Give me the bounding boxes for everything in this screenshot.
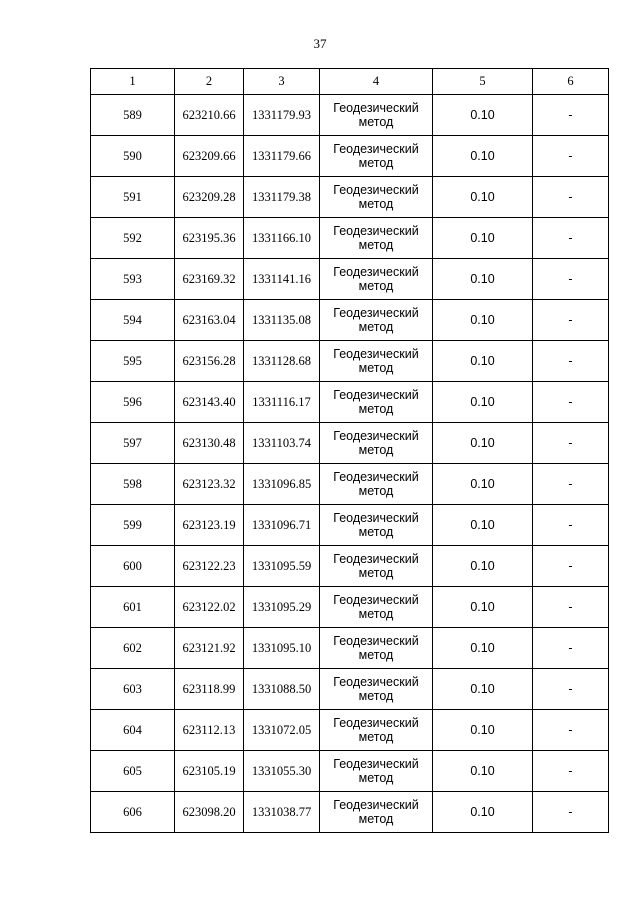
note-cell: - xyxy=(533,218,609,259)
column-header-3: 3 xyxy=(244,69,320,95)
note-cell: - xyxy=(533,628,609,669)
method-line-1: Геодезический xyxy=(333,347,419,361)
method-line-1: Геодезический xyxy=(333,593,419,607)
point-number-cell: 596 xyxy=(91,382,175,423)
table-row xyxy=(91,177,609,218)
method-line-2: метод xyxy=(358,771,394,785)
y-coordinate-cell: 1331116.17 xyxy=(244,382,320,423)
method-cell xyxy=(320,259,433,300)
accuracy-cell: 0.10 xyxy=(433,587,533,628)
table-row xyxy=(91,669,609,710)
x-coordinate-cell: 623105.19 xyxy=(175,751,244,792)
x-coordinate-cell: 623169.32 xyxy=(175,259,244,300)
method-line-1: Геодезический xyxy=(333,757,419,771)
accuracy-cell: 0.10 xyxy=(433,710,533,751)
method-cell xyxy=(320,628,433,669)
method-line-2: метод xyxy=(358,648,394,662)
method-line-2: метод xyxy=(358,607,394,621)
y-coordinate-cell: 1331141.16 xyxy=(244,259,320,300)
accuracy-cell: 0.10 xyxy=(433,464,533,505)
method-cell xyxy=(320,423,433,464)
table-row xyxy=(91,505,609,546)
accuracy-cell: 0.10 xyxy=(433,505,533,546)
y-coordinate-cell: 1331179.38 xyxy=(244,177,320,218)
method-cell xyxy=(320,669,433,710)
method-line-1: Геодезический xyxy=(333,101,419,115)
note-cell: - xyxy=(533,177,609,218)
table-row xyxy=(91,546,609,587)
table-row xyxy=(91,587,609,628)
y-coordinate-cell: 1331038.77 xyxy=(244,792,320,833)
table-row xyxy=(91,751,609,792)
table-row xyxy=(91,259,609,300)
y-coordinate-cell: 1331095.29 xyxy=(244,587,320,628)
method-line-1: Геодезический xyxy=(333,306,419,320)
accuracy-cell: 0.10 xyxy=(433,177,533,218)
y-coordinate-cell: 1331095.10 xyxy=(244,628,320,669)
y-coordinate-cell: 1331088.50 xyxy=(244,669,320,710)
point-number-cell: 594 xyxy=(91,300,175,341)
method-cell xyxy=(320,751,433,792)
method-line-1: Геодезический xyxy=(333,675,419,689)
method-cell xyxy=(320,177,433,218)
table-row xyxy=(91,218,609,259)
method-line-1: Геодезический xyxy=(333,798,419,812)
x-coordinate-cell: 623195.36 xyxy=(175,218,244,259)
x-coordinate-cell: 623130.48 xyxy=(175,423,244,464)
method-line-2: метод xyxy=(358,402,394,416)
x-coordinate-cell: 623156.28 xyxy=(175,341,244,382)
note-cell: - xyxy=(533,710,609,751)
method-line-2: метод xyxy=(358,238,394,252)
note-cell: - xyxy=(533,382,609,423)
method-line-2: метод xyxy=(358,361,394,375)
accuracy-cell: 0.10 xyxy=(433,300,533,341)
method-cell xyxy=(320,136,433,177)
note-cell: - xyxy=(533,669,609,710)
method-cell xyxy=(320,95,433,136)
method-cell xyxy=(320,505,433,546)
note-cell: - xyxy=(533,341,609,382)
accuracy-cell: 0.10 xyxy=(433,136,533,177)
note-cell: - xyxy=(533,95,609,136)
point-number-cell: 591 xyxy=(91,177,175,218)
method-line-1: Геодезический xyxy=(333,470,419,484)
column-header-6: 6 xyxy=(533,69,609,95)
x-coordinate-cell: 623121.92 xyxy=(175,628,244,669)
table-row xyxy=(91,95,609,136)
point-number-cell: 604 xyxy=(91,710,175,751)
x-coordinate-cell: 623118.99 xyxy=(175,669,244,710)
x-coordinate-cell: 623122.23 xyxy=(175,546,244,587)
method-line-1: Геодезический xyxy=(333,511,419,525)
accuracy-cell: 0.10 xyxy=(433,751,533,792)
y-coordinate-cell: 1331179.66 xyxy=(244,136,320,177)
accuracy-cell: 0.10 xyxy=(433,95,533,136)
point-number-cell: 598 xyxy=(91,464,175,505)
note-cell: - xyxy=(533,505,609,546)
method-line-1: Геодезический xyxy=(333,429,419,443)
x-coordinate-cell: 623122.02 xyxy=(175,587,244,628)
method-line-1: Геодезический xyxy=(333,634,419,648)
accuracy-cell: 0.10 xyxy=(433,259,533,300)
coordinates-table xyxy=(90,68,609,833)
accuracy-cell: 0.10 xyxy=(433,218,533,259)
method-cell xyxy=(320,341,433,382)
method-line-2: метод xyxy=(358,443,394,457)
point-number-cell: 601 xyxy=(91,587,175,628)
accuracy-cell: 0.10 xyxy=(433,423,533,464)
accuracy-cell: 0.10 xyxy=(433,792,533,833)
method-line-2: метод xyxy=(358,197,394,211)
table-row xyxy=(91,710,609,751)
note-cell: - xyxy=(533,259,609,300)
table-row xyxy=(91,341,609,382)
point-number-cell: 606 xyxy=(91,792,175,833)
x-coordinate-cell: 623123.32 xyxy=(175,464,244,505)
note-cell: - xyxy=(533,792,609,833)
point-number-cell: 605 xyxy=(91,751,175,792)
note-cell: - xyxy=(533,546,609,587)
method-line-2: метод xyxy=(358,689,394,703)
point-number-cell: 600 xyxy=(91,546,175,587)
y-coordinate-cell: 1331055.30 xyxy=(244,751,320,792)
x-coordinate-cell: 623210.66 xyxy=(175,95,244,136)
x-coordinate-cell: 623163.04 xyxy=(175,300,244,341)
method-line-1: Геодезический xyxy=(333,552,419,566)
method-cell xyxy=(320,587,433,628)
point-number-cell: 590 xyxy=(91,136,175,177)
x-coordinate-cell: 623112.13 xyxy=(175,710,244,751)
note-cell: - xyxy=(533,587,609,628)
accuracy-cell: 0.10 xyxy=(433,669,533,710)
point-number-cell: 597 xyxy=(91,423,175,464)
method-line-2: метод xyxy=(358,484,394,498)
point-number-cell: 592 xyxy=(91,218,175,259)
method-line-2: метод xyxy=(358,730,394,744)
method-line-2: метод xyxy=(358,115,394,129)
method-cell xyxy=(320,300,433,341)
page-number: 37 xyxy=(313,36,327,51)
y-coordinate-cell: 1331095.59 xyxy=(244,546,320,587)
method-line-2: метод xyxy=(358,279,394,293)
method-cell xyxy=(320,382,433,423)
table-row xyxy=(91,464,609,505)
column-header-2: 2 xyxy=(175,69,244,95)
method-cell xyxy=(320,546,433,587)
x-coordinate-cell: 623098.20 xyxy=(175,792,244,833)
method-cell xyxy=(320,792,433,833)
method-cell xyxy=(320,710,433,751)
y-coordinate-cell: 1331096.85 xyxy=(244,464,320,505)
method-line-2: метод xyxy=(358,566,394,580)
y-coordinate-cell: 1331096.71 xyxy=(244,505,320,546)
note-cell: - xyxy=(533,136,609,177)
point-number-cell: 599 xyxy=(91,505,175,546)
y-coordinate-cell: 1331166.10 xyxy=(244,218,320,259)
note-cell: - xyxy=(533,464,609,505)
method-line-1: Геодезический xyxy=(333,388,419,402)
y-coordinate-cell: 1331135.08 xyxy=(244,300,320,341)
column-header-1: 1 xyxy=(91,69,175,95)
point-number-cell: 595 xyxy=(91,341,175,382)
method-line-2: метод xyxy=(358,525,394,539)
y-coordinate-cell: 1331072.05 xyxy=(244,710,320,751)
table-row xyxy=(91,300,609,341)
note-cell: - xyxy=(533,300,609,341)
column-header-4: 4 xyxy=(320,69,433,95)
point-number-cell: 602 xyxy=(91,628,175,669)
table-row xyxy=(91,628,609,669)
y-coordinate-cell: 1331103.74 xyxy=(244,423,320,464)
method-line-2: метод xyxy=(358,156,394,170)
method-line-1: Геодезический xyxy=(333,142,419,156)
accuracy-cell: 0.10 xyxy=(433,382,533,423)
table-header-row xyxy=(91,69,609,95)
method-line-2: метод xyxy=(358,320,394,334)
accuracy-cell: 0.10 xyxy=(433,628,533,669)
method-line-2: метод xyxy=(358,812,394,826)
note-cell: - xyxy=(533,423,609,464)
note-cell: - xyxy=(533,751,609,792)
x-coordinate-cell: 623123.19 xyxy=(175,505,244,546)
table-row xyxy=(91,792,609,833)
column-header-5: 5 xyxy=(433,69,533,95)
table-body xyxy=(91,95,609,833)
point-number-cell: 589 xyxy=(91,95,175,136)
x-coordinate-cell: 623209.66 xyxy=(175,136,244,177)
x-coordinate-cell: 623143.40 xyxy=(175,382,244,423)
method-cell xyxy=(320,464,433,505)
table-row xyxy=(91,423,609,464)
point-number-cell: 603 xyxy=(91,669,175,710)
method-line-1: Геодезический xyxy=(333,716,419,730)
y-coordinate-cell: 1331179.93 xyxy=(244,95,320,136)
method-cell xyxy=(320,218,433,259)
y-coordinate-cell: 1331128.68 xyxy=(244,341,320,382)
method-line-1: Геодезический xyxy=(333,265,419,279)
table-row xyxy=(91,382,609,423)
accuracy-cell: 0.10 xyxy=(433,546,533,587)
method-line-1: Геодезический xyxy=(333,224,419,238)
point-number-cell: 593 xyxy=(91,259,175,300)
x-coordinate-cell: 623209.28 xyxy=(175,177,244,218)
method-line-1: Геодезический xyxy=(333,183,419,197)
accuracy-cell: 0.10 xyxy=(433,341,533,382)
table-row xyxy=(91,136,609,177)
